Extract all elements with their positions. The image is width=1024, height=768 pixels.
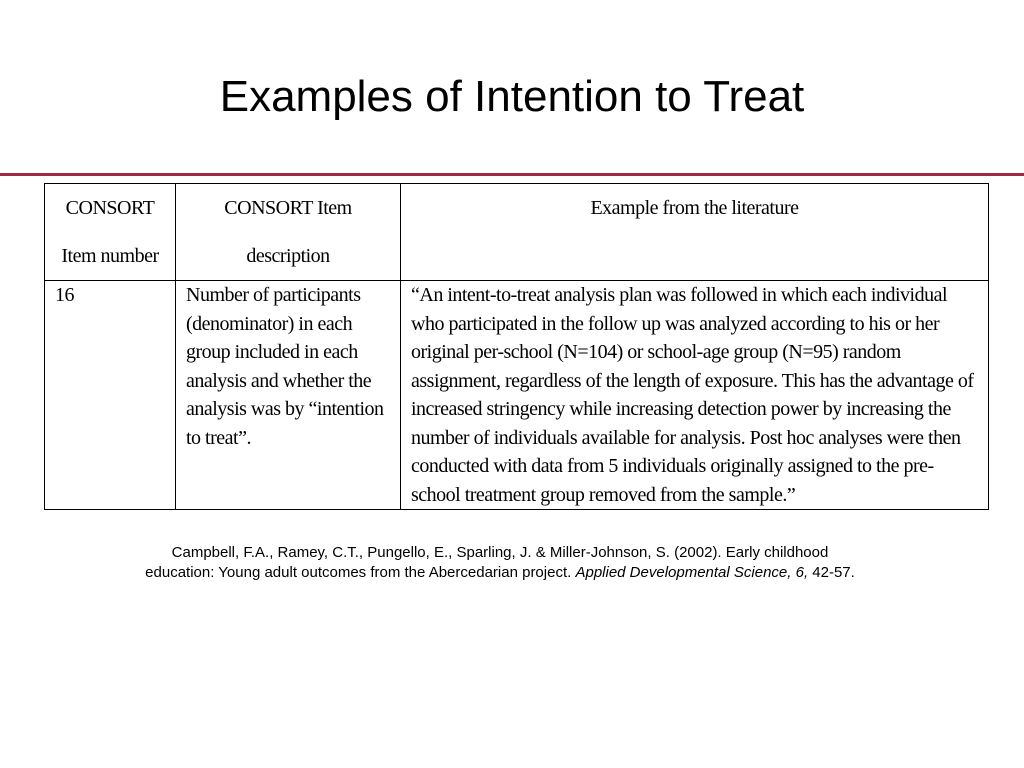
table-header-row xyxy=(45,184,989,281)
citation-journal: Applied Developmental Science, 6, xyxy=(575,564,809,581)
cell-item-description: Number of participants (denominator) in each group included in each analysis and whether the analysis was by “intention to treat”. xyxy=(176,281,401,510)
consort-table xyxy=(44,183,989,510)
citation xyxy=(0,543,1000,583)
slide-title: Examples of Intention to Treat xyxy=(219,72,805,121)
citation-title-part2: education: Young adult outcomes from the Abercedarian project. xyxy=(145,564,576,581)
header-item-number xyxy=(45,184,176,281)
header-item-number-line2: Item number xyxy=(61,245,159,267)
header-item-description xyxy=(176,184,401,281)
title-divider xyxy=(0,173,1024,176)
header-item-description-line2: description xyxy=(246,245,330,267)
citation-pages: 42-57. xyxy=(808,564,855,581)
citation-line-1: Campbell, F.A., Ramey, C.T., Pungello, E., Sparling, J. & Miller-Johnson, S. (2002). Early childhood xyxy=(171,544,829,561)
cell-example: “An intent-to-treat analysis plan was followed in which each individual who participated in the follow up was analyzed according to his or her original per-school (N=104) or school-age group (N=95) random assignment, regardless of the length of exposure. This has the advantage of increased stringency while increasing detection power by increasing the number of individuals available for analysis. Post hoc analyses were then conducted with data from 5 individuals originally assigned to the pre-school treatment group removed from the sample.” xyxy=(401,281,989,510)
header-item-number-line1: CONSORT xyxy=(65,197,155,219)
header-example-label: Example from the literature xyxy=(590,197,799,219)
header-item-description-line1: CONSORT Item xyxy=(224,197,352,219)
cell-item-number: 16 xyxy=(45,281,176,510)
header-example xyxy=(401,184,989,281)
table-row xyxy=(45,281,989,510)
citation-line-2 xyxy=(0,563,1000,583)
